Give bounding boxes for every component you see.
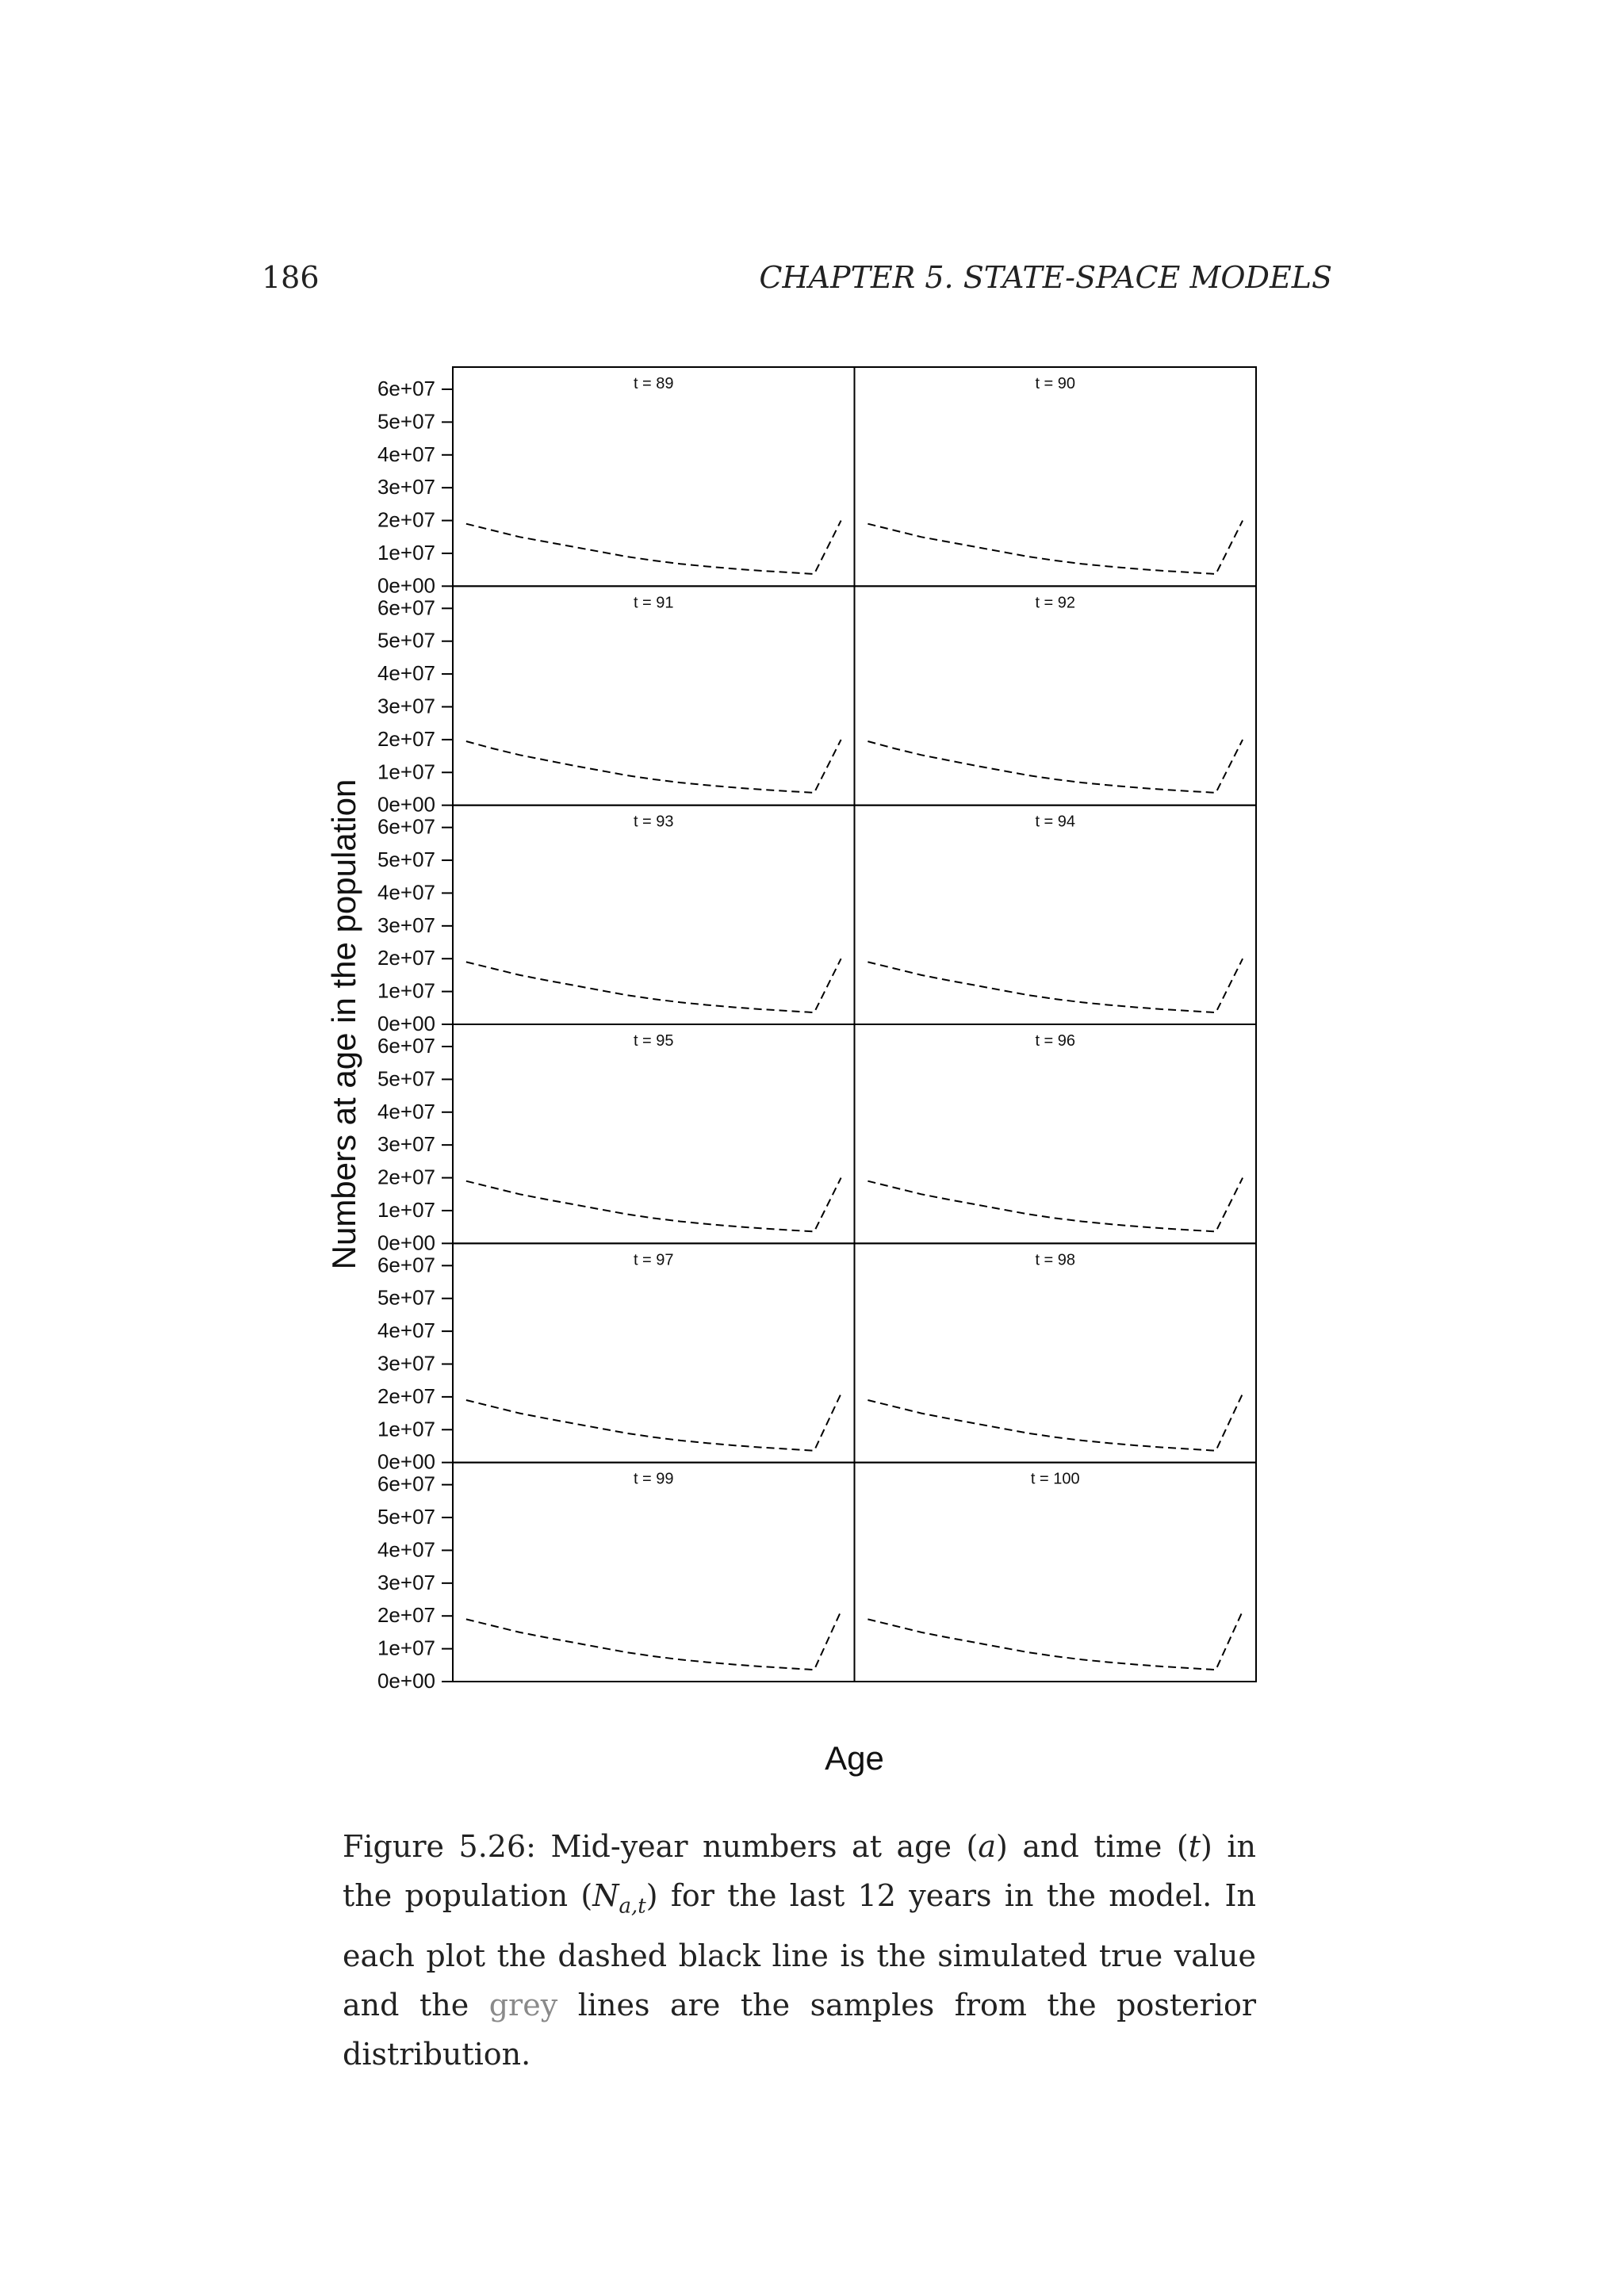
caption-var-N: N — [592, 1878, 619, 1913]
y-tick-label: 0e+00 — [377, 1449, 435, 1474]
y-tick-label: 1e+07 — [377, 1417, 435, 1441]
panel-title: t = 89 — [633, 375, 674, 392]
panel-frame — [453, 806, 855, 1024]
y-tick-label: 5e+07 — [377, 409, 435, 434]
panel-title: t = 99 — [633, 1470, 674, 1488]
panel-title: t = 92 — [1035, 594, 1076, 612]
dashed-true-value-line — [466, 1178, 841, 1232]
caption-text-4: ) for the last 12 years in the model. In each plot the dashed black line is the simulated true value and the — [343, 1878, 1256, 2022]
panel-frame — [855, 1024, 1257, 1243]
caption-text-5: lines are the samples from the posterior distribution. — [343, 1987, 1256, 2072]
y-tick-label: 3e+07 — [377, 1132, 435, 1157]
running-header: CHAPTER 5. STATE-SPACE MODELS — [759, 260, 1332, 295]
y-tick-label: 6e+07 — [377, 1253, 435, 1277]
y-tick-label: 5e+07 — [377, 848, 435, 872]
y-tick-label: 1e+07 — [377, 540, 435, 564]
dashed-true-value-line — [466, 959, 841, 1012]
y-tick-label: 4e+07 — [377, 1537, 435, 1562]
y-tick-label: 2e+07 — [377, 1165, 435, 1189]
panel-frame — [855, 1243, 1257, 1462]
y-tick-label: 1e+07 — [377, 978, 435, 1003]
panel-frame — [855, 1463, 1257, 1682]
y-tick-label: 2e+07 — [377, 946, 435, 970]
y-tick-label: 6e+07 — [377, 377, 435, 400]
panel-frame — [453, 1243, 855, 1462]
y-tick-label: 3e+07 — [377, 694, 435, 718]
y-tick-label: 2e+07 — [377, 726, 435, 751]
y-tick-label: 6e+07 — [377, 814, 435, 839]
panel-title: t = 94 — [1035, 813, 1076, 831]
caption-text-2: ) and time ( — [996, 1829, 1189, 1864]
caption-text-1: Mid-year numbers at age ( — [535, 1829, 979, 1864]
dashed-true-value-line — [466, 1394, 841, 1451]
panel-frame — [453, 586, 855, 805]
dashed-true-value-line — [868, 1394, 1243, 1451]
caption-var-a: a — [978, 1829, 997, 1864]
dashed-true-value-line — [466, 740, 841, 793]
y-tick-label: 4e+07 — [377, 1318, 435, 1343]
panel-frame — [453, 1024, 855, 1243]
y-tick-label: 1e+07 — [377, 1636, 435, 1660]
y-tick-label: 5e+07 — [377, 1505, 435, 1529]
dashed-true-value-line — [868, 1178, 1243, 1232]
y-tick-label: 0e+00 — [377, 1669, 435, 1693]
panel-title: t = 93 — [633, 813, 674, 831]
panel-frame — [453, 1463, 855, 1682]
panel-title: t = 90 — [1035, 375, 1076, 392]
dashed-true-value-line — [466, 1611, 841, 1670]
y-tick-label: 0e+00 — [377, 792, 435, 817]
y-tick-label: 3e+07 — [377, 913, 435, 937]
y-tick-label: 2e+07 — [377, 1603, 435, 1628]
y-axis-label: Numbers at age in the population — [325, 779, 362, 1270]
figure-caption — [343, 1822, 1256, 2079]
panel-frame — [855, 806, 1257, 1024]
panel-frame — [453, 367, 855, 586]
y-tick-label: 3e+07 — [377, 1570, 435, 1594]
y-tick-label: 0e+00 — [377, 573, 435, 598]
panel-title: t = 97 — [633, 1251, 674, 1269]
x-axis-label: Age — [825, 1739, 884, 1777]
panel-title: t = 96 — [1035, 1032, 1076, 1050]
y-tick-label: 5e+07 — [377, 1066, 435, 1091]
dashed-true-value-line — [868, 740, 1243, 793]
caption-var-N-subscript: a,t — [619, 1894, 646, 1919]
dashed-true-value-line — [466, 521, 841, 574]
y-tick-label: 4e+07 — [377, 1099, 435, 1123]
dashed-true-value-line — [868, 959, 1243, 1012]
dashed-true-value-line — [868, 521, 1243, 574]
y-tick-label: 6e+07 — [377, 595, 435, 620]
y-tick-label: 6e+07 — [377, 1034, 435, 1058]
panel-title: t = 95 — [633, 1032, 674, 1050]
y-tick-label: 0e+00 — [377, 1012, 435, 1035]
panel-title: t = 91 — [633, 594, 674, 612]
y-tick-label: 4e+07 — [377, 880, 435, 905]
panel-frame — [855, 586, 1257, 805]
y-tick-label: 4e+07 — [377, 661, 435, 686]
y-tick-label: 0e+00 — [377, 1230, 435, 1255]
y-tick-label: 1e+07 — [377, 760, 435, 784]
caption-grey-word: grey — [488, 1987, 558, 2022]
caption-label: Figure 5.26: — [343, 1829, 536, 1864]
y-tick-label: 2e+07 — [377, 507, 435, 532]
y-tick-label: 3e+07 — [377, 475, 435, 499]
panel-frame — [855, 367, 1257, 586]
y-tick-label: 4e+07 — [377, 442, 435, 466]
y-tick-label: 6e+07 — [377, 1471, 435, 1496]
caption-var-t: t — [1188, 1829, 1201, 1864]
panel-title: t = 100 — [1030, 1470, 1080, 1488]
y-tick-label: 3e+07 — [377, 1351, 435, 1376]
y-tick-label: 2e+07 — [377, 1383, 435, 1408]
y-tick-label: 5e+07 — [377, 1285, 435, 1310]
panel-title: t = 98 — [1035, 1251, 1076, 1269]
caption-text-3: ) in the population ( — [343, 1829, 1256, 1913]
y-tick-label: 1e+07 — [377, 1197, 435, 1222]
y-tick-label: 5e+07 — [377, 628, 435, 652]
dashed-true-value-line — [868, 1611, 1243, 1670]
page-number: 186 — [262, 260, 320, 295]
